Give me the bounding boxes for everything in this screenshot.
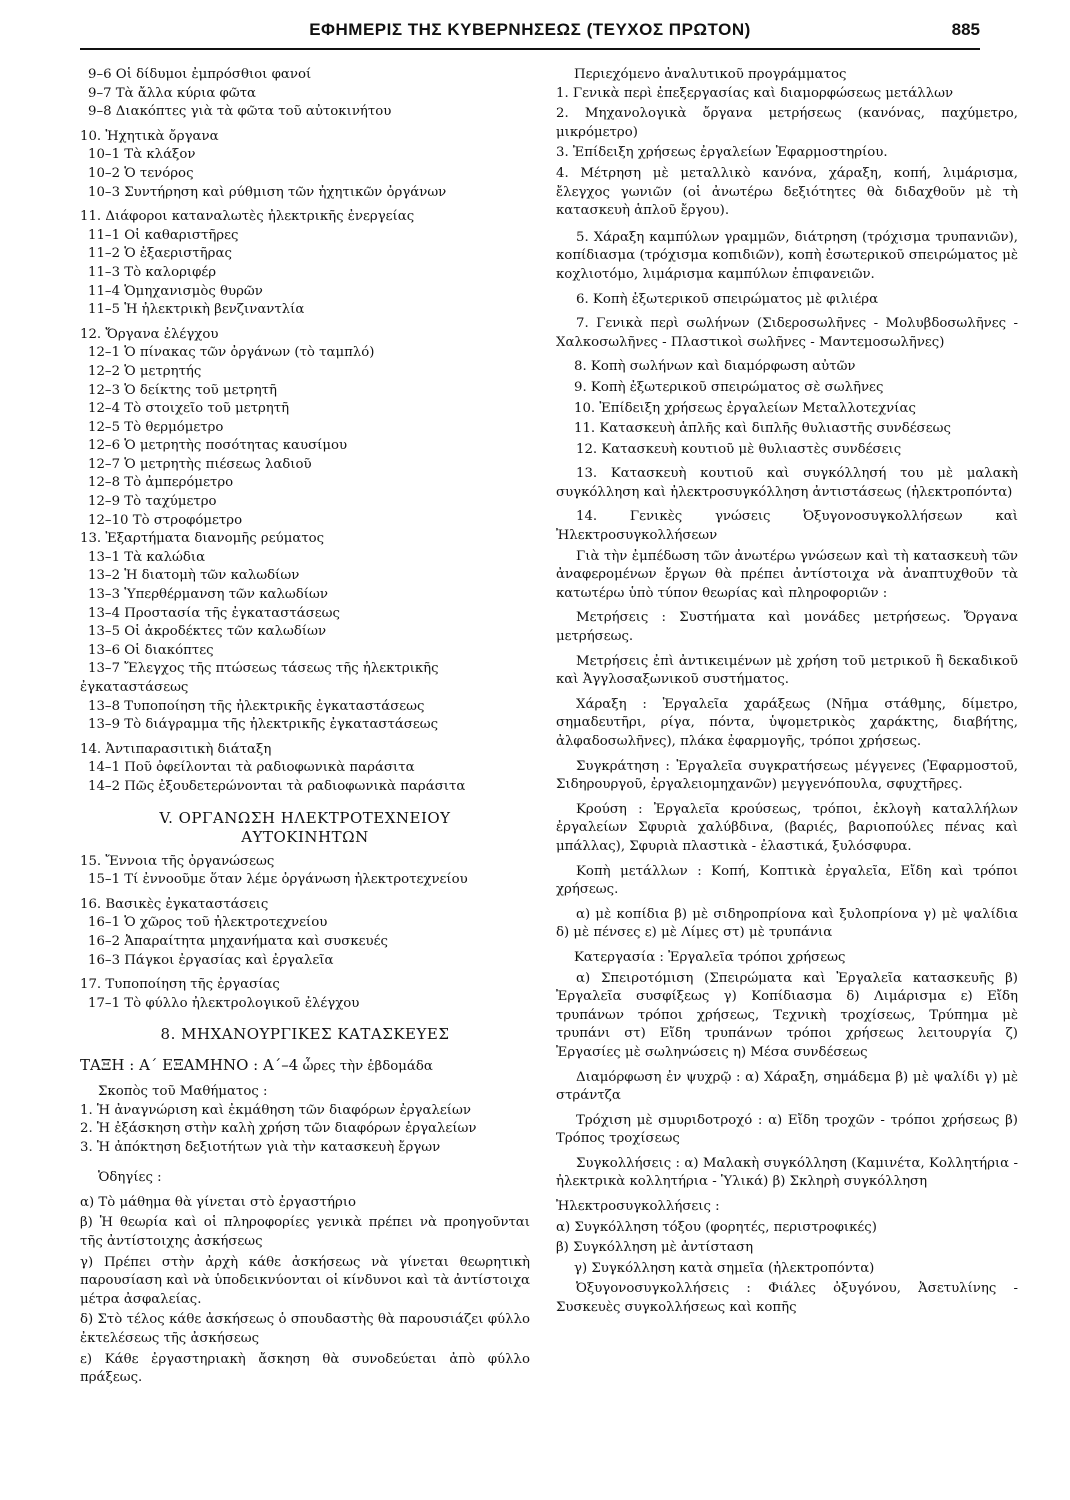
instruction-item: δ) Στὸ τέλος κάθε ἀσκήσεως ὁ σπουδαστὴς θὰ παρουσιάζει φύλλο ἐκτελέσεως τῆς ἀσκήσεως bbox=[80, 1312, 530, 1347]
content-item: 2. Μηχανολογικὰ ὄργανα μετρήσεως (κανόνας, παχύμετρο, μικρόμετρο) bbox=[556, 106, 1018, 140]
list-item: 16–2 Ἀπαραίτητα μηχανήματα καὶ συσκευές bbox=[88, 933, 388, 949]
page-number: 885 bbox=[951, 20, 980, 39]
list-item: 11–3 Τὸ καλοριφέρ bbox=[88, 264, 217, 280]
content-item: α) Συγκόλληση τόξου (φορητές, περιστροφικές) bbox=[556, 1219, 877, 1235]
content-paragraph: α) Σπειροτόμιση (Σπειρώματα καὶ Ἐργαλεῖα κατασκευῆς β) Ἐργαλεῖα συσφίξεως γ) Κοπίδιασμα δ) Λιμάρισμα ε) Εἴδη τρυπάνων τρόποι χρήσεως, Τεχνικὴ τροχίσεως, Τρύπημα μὲ τρυπάνι στ) Εἴδη τρυπάνων τρόποι χρήσεως λειτουργία ζ) Ἐργασίες μὲ σωληνώσεις η) Μέσα συνδέσεως bbox=[556, 970, 1018, 1060]
content-item: 5. Χάραξη καμπύλων γραμμῶν, διάτρηση (τρόχισμα τρυπανιῶν), κοπίδιασμα (τρόχισμα κοπιδιῶν), κοπὴ ἐσωτερικοῦ σπειρώματος μὲ κοχλιοτόμο, λιμάρισμα καμπύλων ἐπιφανειῶν. bbox=[556, 229, 1018, 282]
section-heading: 17. Τυποποίηση τῆς ἐργασίας bbox=[80, 977, 280, 993]
content-item: 4. Μέτρηση μὲ μεταλλικὸ κανόνα, χάραξη, κοπή, λιμάρισμα, ἔλεγχος γωνιῶν (οἱ ἀνωτέρω δεξιότητες θὰ διδαχθοῦν μὲ τὴ κατασκευὴ ἁπλοῦ ἔργου). bbox=[556, 165, 1018, 219]
content-paragraph: Κοπὴ μετάλλων : Κοπή, Κοπτικὰ ἐργαλεῖα, Εἴδη καὶ τρόποι χρήσεως. bbox=[556, 863, 1018, 898]
list-item: 12–10 Τὸ στροφόμετρο bbox=[88, 512, 243, 528]
list-item: 9–6 Οἱ δίδυμοι ἐμπρόσθιοι φανοί bbox=[88, 67, 312, 82]
content-item: β) Συγκόλληση μὲ ἀντίσταση bbox=[556, 1240, 754, 1256]
list-item: 17–1 Τὸ φύλλο ἠλεκτρολογικοῦ ἐλέγχου bbox=[88, 995, 360, 1011]
list-item: 11–4 Ὁμηχανισμὸς θυρῶν bbox=[88, 283, 263, 299]
instructions-heading: Ὁδηγίες : bbox=[98, 1170, 162, 1186]
instruction-item: β) Ἡ θεωρία καὶ οἱ πληροφορίες γενικὰ πρέπει νὰ προηγοῦνται τῆς ἀντίστοιχης ἀσκήσεως bbox=[80, 1215, 530, 1250]
list-item: 1. Ἡ ἀναγνώριση καὶ ἐκμάθηση τῶν διαφόρων ἐργαλείων bbox=[80, 1102, 471, 1118]
content-paragraph: Συγκράτηση : Ἐργαλεῖα συγκρατήσεως μέγγενες (Ἐφαρμοστοῦ, Σιδηρουργοῦ, ἐργαλειομηχανῶν) μεγγενόπουλα, σφυχτῆρες. bbox=[556, 758, 1018, 793]
purpose-heading: Σκοπὸς τοῦ Μαθήματος : bbox=[98, 1083, 268, 1099]
list-item: 14–2 Πῶς ἐξουδετερώνονται τὰ ραδιοφωνικὰ παράσιτα bbox=[88, 778, 466, 794]
list-item: 15–1 Τί ἐννοοῦμε ὅταν λέμε ὀργάνωση ἠλεκτροτεχνείου bbox=[88, 872, 468, 888]
content-item: 13. Κατασκευὴ κουτιοῦ καὶ συγκόλλησή του μὲ μαλακὴ συγκόλληση καὶ ἠλεκτροσυγκόλληση ἀντιστάσεως (ἠλεκτροπόντα) bbox=[556, 466, 1018, 500]
content-paragraph: Κατεργασία : Ἐργαλεῖα τρόποι χρήσεως bbox=[574, 949, 846, 965]
list-item: 11–5 Ἡ ἠλεκτρικὴ βενζιναντλία bbox=[88, 302, 305, 318]
taxi-main: ΤΑΞΗ : Α΄ ΕΞΑΜΗΝΟ : Α΄–4 bbox=[80, 1056, 299, 1075]
content-paragraph: Τρόχιση μὲ σμυριδοτροχό : α) Εἴδη τροχῶν - τρόποι χρήσεως β) Τρόπος τροχίσεως bbox=[556, 1112, 1018, 1147]
content-item: 1. Γενικὰ περὶ ἐπεξεργασίας καὶ διαμορφώσεως μετάλλων bbox=[556, 85, 954, 101]
list-item: 12–3 Ὁ δείκτης τοῦ μετρητῆ bbox=[88, 382, 277, 398]
content-paragraph: Γιὰ τὴν ἐμπέδωση τῶν ἀνωτέρω γνώσεων καὶ τὴ κατασκευὴ τῶν ἀναφερομένων ἔργων θὰ πρέπει ἀντίστοιχα νὰ ἀναπτυχθοῦν τὰ κατωτέρω ὑπὸ τύπον θεωρίας καὶ πληροφοριῶν : bbox=[556, 548, 1018, 601]
list-item: 13–4 Προστασία τῆς ἐγκαταστάσεως bbox=[88, 605, 340, 621]
content-item: 14. Γενικὲς γνώσεις Ὀξυγονοσυγκολλήσεων καὶ Ἠλεκτροσυγκολλήσεων bbox=[556, 509, 1018, 544]
instruction-item: γ) Πρέπει στὴν ἀρχὴ κάθε ἀσκήσεως νὰ γίνεται θεωρητικὴ παρουσίαση καὶ νὰ ὑποδεικνύονται οἱ κίνδυνοι καὶ τὰ ἀντίστοιχα μέτρα ἀσφαλείας. bbox=[80, 1254, 530, 1307]
list-item: 13–8 Τυποποίηση τῆς ἠλεκτρικῆς ἐγκαταστάσεως bbox=[88, 698, 425, 714]
list-item: 12–9 Τὸ ταχύμετρο bbox=[88, 494, 217, 510]
list-item: 10–3 Συντήρηση καὶ ρύθμιση τῶν ἠχητικῶν ὀργάνων bbox=[88, 184, 447, 200]
section-heading: 12. Ὄργανα ἐλέγχου bbox=[80, 326, 219, 342]
section-heading: 13. Ἐξαρτήματα διανομῆς ρεύματος bbox=[80, 531, 325, 547]
class-semester-line bbox=[80, 1056, 530, 1077]
list-item: 16–3 Πάγκοι ἐργασίας καὶ ἐργαλεῖα bbox=[88, 952, 334, 968]
list-item: 14–1 Ποῦ ὀφείλονται τὰ ραδιοφωνικὰ παράσιτα bbox=[88, 760, 415, 776]
list-item: 2. Ἡ ἐξάσκηση στὴν καλὴ χρήση τῶν διαφόρων ἐργαλείων bbox=[80, 1121, 477, 1137]
content-paragraph: Χάραξη : Ἐργαλεῖα χαράξεως (Νῆμα στάθμης, δίμετρο, σημαδευτῆρι, ρίγα, πόντα, ὑψομετρικὸς χαράκτης, διαβήτης, ἀλφαδοσωλῆνες), πλάκα ἐφαρμογῆς, τρόποι χρήσεως. bbox=[556, 696, 1018, 749]
chapter-heading-8: 8. ΜΗΧΑΝΟΥΡΓΙΚΕΣ ΚΑΤΑΣΚΕΥΕΣ bbox=[160, 1025, 450, 1044]
instruction-item: α) Τὸ μάθημα θὰ γίνεται στὸ ἐργαστήριο bbox=[80, 1194, 357, 1210]
instruction-item: ε) Κάθε ἐργαστηριακὴ ἄσκηση θὰ συνοδεύεται ἀπὸ φύλλο πράξεως. bbox=[80, 1351, 530, 1386]
list-item: 13–1 Τὰ καλώδια bbox=[88, 549, 206, 565]
content-item: 10. Ἐπίδειξη χρήσεως ἐργαλείων Μεταλλοτεχνίας bbox=[574, 400, 916, 416]
list-item: 12–1 Ὁ πίνακας τῶν ὀργάνων (τὸ ταμπλό) bbox=[88, 345, 375, 361]
list-item: 10–1 Τὰ κλάξον bbox=[88, 147, 196, 163]
content-paragraph: α) μὲ κοπίδια β) μὲ σιδηροπρίονα καὶ ξυλοπρίονα γ) μὲ ψαλίδια δ) μὲ πένσες ε) μὲ Λίμες στ) μὲ τρυπάνια bbox=[556, 906, 1018, 941]
list-item: 10–2 Ὁ τενόρος bbox=[88, 165, 194, 181]
content-item: 12. Κατασκευὴ κουτιοῦ μὲ θυλιαστὲς συνδέσεις bbox=[576, 441, 902, 457]
content-item: 11. Κατασκευὴ ἁπλῆς καὶ διπλῆς θυλιαστῆς συνδέσεως bbox=[574, 421, 951, 437]
content-subheading: Ἠλεκτροσυγκολλήσεις : bbox=[556, 1199, 720, 1215]
list-item: 13–6 Οἱ διακόπτες bbox=[88, 642, 214, 658]
list-item: 12–6 Ὁ μετρητὴς ποσότητας καυσίμου bbox=[88, 438, 348, 454]
list-item: 13–5 Οἱ ἀκροδέκτες τῶν καλωδίων bbox=[88, 624, 327, 640]
content-item: 6. Κοπὴ ἐξωτερικοῦ σπειρώματος μὲ φιλιέρα bbox=[576, 291, 879, 307]
content-item: 7. Γενικὰ περὶ σωλήνων (Σιδεροσωλῆνες - Μολυβδοσωλῆνες - Χαλκοσωλῆνες - Πλαστικοὶ σωλῆνες - Μαντεμοσωλῆνες) bbox=[556, 316, 1018, 350]
left-column bbox=[80, 66, 530, 1390]
list-item: 16–1 Ὁ χῶρος τοῦ ἠλεκτροτεχνείου bbox=[88, 915, 328, 931]
section-heading: 11. Διάφοροι καταναλωτὲς ἠλεκτρικῆς ἐνεργείας bbox=[80, 209, 415, 225]
section-heading: 15. Ἔννοια τῆς ὀργανώσεως bbox=[80, 853, 275, 869]
list-item: 13–3 Ὑπερθέρμανση τῶν καλωδίων bbox=[88, 587, 328, 603]
chapter-heading-v: V. ΟΡΓΑΝΩΣΗ ΗΛΕΚΤΡΟΤΕΧΝΕΙΟΥ bbox=[159, 808, 451, 827]
list-item: 9–7 Τὰ ἄλλα κύρια φῶτα bbox=[88, 85, 257, 101]
list-item: 3. Ἡ ἀπόκτηση δεξιοτήτων γιὰ τὴν κατασκευὴ ἔργων bbox=[80, 1139, 441, 1155]
content-paragraph: Ὀξυγονοσυγκολλήσεις : Φιάλες ὀξυγόνου, Ἀσετυλίνης - Συσκευὲς συγκολλήσεως καὶ κοπῆς bbox=[556, 1281, 1018, 1316]
list-item: 13–2 Ἡ διατομὴ τῶν καλωδίων bbox=[88, 568, 300, 584]
content-paragraph: Συγκολλήσεις : α) Μαλακὴ συγκόλληση (Καμινέτα, Κολλητήρια - ἠλεκτρικὰ κολλητήρια - Ὑλικά) β) Σκληρὴ συγκόλληση bbox=[556, 1155, 1018, 1190]
content-item: γ) Συγκόλληση κατὰ σημεῖα (ἠλεκτροπόντα) bbox=[574, 1260, 875, 1276]
list-item-continuation: ἐγκαταστάσεως bbox=[80, 680, 189, 695]
content-item: 3. Ἐπίδειξη χρήσεως ἐργαλείων Ἐφαρμοστηρίου. bbox=[556, 145, 888, 161]
content-paragraph: Μετρήσεις : Συστήματα καὶ μονάδες μετρήσεως. Ὄργανα μετρήσεως. bbox=[556, 610, 1018, 645]
content-heading: Περιεχόμενο ἀναλυτικοῦ προγράμματος bbox=[574, 67, 847, 82]
section-heading: 10. Ἠχητικὰ ὄργανα bbox=[80, 128, 219, 144]
list-item: 12–8 Τὸ ἀμπερόμετρο bbox=[88, 475, 234, 491]
list-item: 12–2 Ὁ μετρητής bbox=[88, 363, 202, 379]
content-item: 8. Κοπὴ σωλήνων καὶ διαμόρφωση αὐτῶν bbox=[574, 359, 856, 375]
chapter-heading-v-cont: ΑΥΤΟΚΙΝΗΤΩΝ bbox=[241, 827, 369, 846]
list-item: 9–8 Διακόπτες γιὰ τὰ φῶτα τοῦ αὐτοκινήτου bbox=[88, 104, 392, 120]
list-item: 12–4 Τὸ στοιχεῖο τοῦ μετρητῆ bbox=[88, 401, 290, 417]
section-heading: 14. Ἀντιπαρασιτικὴ διάταξη bbox=[80, 741, 272, 757]
list-item: 11–2 Ὁ ἐξαεριστῆρας bbox=[88, 246, 232, 262]
content-paragraph: Κρούση : Ἐργαλεῖα κρούσεως, τρόποι, ἐκλογὴ καταλλήλων ἐργαλείων Σφυριὰ χαλύβδινα, (βαριές, βαριοπούλες πένας καὶ μπάλλας), Σφυριὰ πλαστικὰ - ἐλαστικά, ξυλόσφυρα. bbox=[556, 801, 1018, 854]
gazette-title: ΕΦΗΜΕΡΙΣ ΤΗΣ ΚΥΒΕΡΝΗΣΕΩΣ (ΤΕΥΧΟΣ ΠΡΩΤΟΝ) bbox=[309, 20, 751, 39]
page-header bbox=[80, 18, 980, 50]
content-paragraph: Διαμόρφωση ἐν ψυχρῷ : α) Χάραξη, σημάδεμα β) μὲ ψαλίδι γ) μὲ στράντζα bbox=[556, 1069, 1018, 1104]
list-item: 12–7 Ὁ μετρητὴς πιέσεως λαδιοῦ bbox=[88, 456, 312, 472]
content-paragraph: Μετρήσεις ἐπὶ ἀντικειμένων μὲ χρήση τοῦ μετρικοῦ ἢ δεκαδικοῦ καὶ Ἀγγλοσαξωνικοῦ συστήματος. bbox=[556, 653, 1018, 688]
list-item: 13–7 Ἔλεγχος τῆς πτώσεως τάσεως τῆς ἠλεκτρικῆς bbox=[88, 661, 439, 677]
taxi-hours: ὧρες τὴν ἑβδομάδα bbox=[302, 1059, 433, 1075]
list-item: 11–1 Οἱ καθαριστῆρες bbox=[88, 227, 239, 243]
section-heading: 16. Βασικὲς ἐγκαταστάσεις bbox=[80, 896, 269, 912]
list-item: 13–9 Τὸ διάγραμμα τῆς ἠλεκτρικῆς ἐγκαταστάσεως bbox=[88, 717, 439, 733]
right-column bbox=[556, 66, 1018, 1324]
content-item: 9. Κοπὴ ἐξωτερικοῦ σπειρώματος σὲ σωλῆνες bbox=[574, 379, 884, 395]
list-item: 12–5 Τὸ θερμόμετρο bbox=[88, 419, 224, 435]
